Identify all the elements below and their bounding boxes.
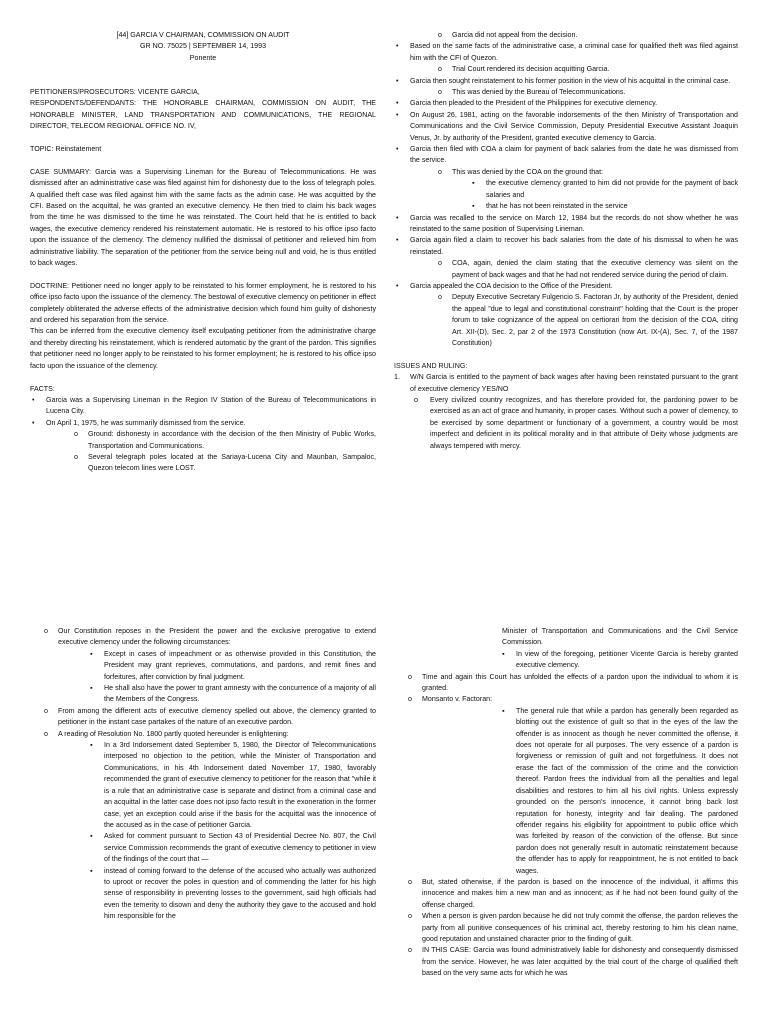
- bullet-circle: o: [74, 430, 78, 439]
- issues-heading: ISSUES AND RULING:: [394, 361, 468, 370]
- cut-off-text: authority they gave to the accused and hold him responsible for the: [104, 900, 376, 921]
- list-item: • Garcia again filed a claim to recover his back salaries from the date of his dismissal to when he was reinstated.: [396, 236, 738, 256]
- topic-line: TOPIC: Reinstatement: [30, 145, 102, 154]
- list-item: • Garcia was recalled to the service on March 12, 1984 but the records do not show whether he was reinstated to the same position of Supervising Lineman.: [396, 213, 738, 233]
- issues-list: [394, 372, 738, 452]
- bullet-disc: •: [32, 395, 35, 404]
- list-item: o Our Constitution reposes in the President the power and the exclusive prerogative to extend executive clemency under the following circumstances:: [44, 627, 376, 647]
- case-title: [44] GARCIA V CHAIRMAN, COMMISSION ON AUDIT: [116, 31, 290, 39]
- facts-list: [30, 395, 376, 475]
- page1-right-column: [394, 30, 738, 452]
- petitioners-line: PETITIONERS/PROSECUTORS: VICENTE GARCIA,: [30, 88, 200, 96]
- list-item: ▪ that he has not been reinstated in the service: [472, 202, 628, 211]
- list-item: o This was denied by the COA on the ground that:: [438, 167, 604, 176]
- list-item: o Ground: dishonesty in accordance with the decision of the then Ministry of Public Works, Transportation and Communications.: [74, 430, 376, 450]
- list-item: o This was denied by the Bureau of Telecommunications.: [438, 88, 626, 97]
- doctrine-paragraph: DOCTRINE: Petitioner need no longer apply to be reinstated to his former employment, he is restored to his office ipso facto upon the issuance of the clemency. The bestowal of executive clemency on petitioner in effect completely obliterated the adverse effects of the administrative decision which found him guilty of dishonesty and ordered his separation from the service.: [30, 281, 376, 325]
- page2-right-column: [394, 626, 738, 980]
- page2-left-column: [30, 626, 376, 923]
- list-item: o COA, again, denied the claim stating that the executive clemency was silent on the payment of back wages and that he had not rendered service during the period of claim.: [438, 259, 738, 279]
- list-item: o From among the different acts of executive clemency spelled out above, the clemency granted to petitioner in the instant case partakes of the nature of an executive pardon.: [44, 706, 376, 727]
- facts-heading: FACTS:: [30, 384, 55, 393]
- continued-text: Minister of Transportation and Communications and the Civil Service Commission.: [502, 627, 738, 647]
- bullet-disc: •: [32, 418, 35, 427]
- page-gap: [0, 600, 768, 618]
- list-item: ▪ the executive clemency granted to him did not provide for the payment of back salaries and: [472, 179, 738, 199]
- list-item: o Every civilized country recognizes, and has therefore provided for, the pardoning power to be exercised as an act of grace and humanity, in proper cases. Without such a power of clemency, to be exercised by some department or functionary of a government, a country would be most imperfect and deficient in its political morality and in that attribute of Deity whose judgments are always tempered with mercy.: [414, 395, 738, 450]
- issue-item: 1. W/N Garcia is entitled to the payment of back wages after having been reinstated pursuant to the grant of executive clemency YES/NO: [394, 373, 738, 393]
- case-ponente: Ponente: [189, 53, 217, 62]
- list-item: • Garcia appealed the COA decision to the Office of the President.: [396, 281, 613, 290]
- list-item: • Garcia then sought reinstatement to his former position in the view of his acquittal in the criminal case.: [396, 76, 731, 85]
- case-citation: GR NO. 75025 | SEPTEMBER 14, 1993: [139, 42, 267, 51]
- list-item: • Based on the same facts of the administrative case, a criminal case for qualified theft was filed against him with the CFI of Quezon.: [396, 42, 738, 62]
- list-item: ▪ Asked for comment pursuant to Section 43 of Presidential Decree No. 807, the Civil service Commission recommends the grant of executive clemency to petitioner in view of the findings of the court that —: [90, 832, 376, 864]
- list-item: ▪ The general rule that while a pardon has generally been regarded as blotting out the existence of guilt so that in the eyes of the law the offender is as innocent as though he never committed the offense, it does not operate for all purposes. The very essence of a pardon is forgiveness or remission of guilt and not forgetfulness. It does not erase the fact of the commission of the crime and the conviction thereof. Pardon frees the individual from all the penalties and legal disabilities and restores to him all his civil rights. Unless expressly grounded on the person's innocence, it cannot bring back lost reputation for honesty, integrity and fair dealing. The pardoned offender regains his eligibility for appointment to public office which was forfeited by reason of the conviction of the offense. But since pardon does not generally result in automatic reinstatement because the offender has to apply for reappointment, he is not entitled to back wages.: [502, 706, 738, 875]
- list-item: o Monsanto v. Factoran:: [408, 695, 493, 704]
- page1-left-column: [30, 30, 376, 475]
- case-summary: CASE SUMMARY: Garcia was a Supervising Lineman for the Bureau of Telecommunications. He was dismissed after an administrative case was filed against him for dishonesty due to the loss of telegraph poles. A qualified theft case was filed against him with the same facts as the admin case. He was acquitted by the CFI. Based on the acquittal, he was granted an executive clemency. He then tried to claim his back wages from the time he was dismissed to the time he was reinstated. The Court held that he is entitled to back wages, the executive clemency rendered his reinstatement automatic. He is restored to his office ipso facto upon the issuance of the clemency. The clemency nullified the dismissal of petitioner and relieved him from administrative liability. The separation of the petitioner from the service being null and void, he is thus entitled to back wages.: [30, 167, 376, 268]
- bullet-circle: o: [74, 452, 78, 461]
- list-item: o But, stated otherwise, if the pardon is based on the innocence of the individual, it affirms this innocence and makes him a new man and as innocent; as if he had not been found guilty of the offense charged.: [408, 877, 738, 909]
- ruling-list: [30, 626, 376, 923]
- ruling-list-continued: [394, 649, 738, 980]
- list-item: o Deputy Executive Secretary Fulgencio S. Factoran Jr, by authority of the President, denied the appeal "due to legal and constitutional constraint" holding that the Court is the proper forum to take cognizance of the appeal on certiorari from the decision of the COA, citing Art. XII-(D), Sec. 2, par 2 of the 1973 Constitution (now Art. IX-(A), Sec. 7, of the 1987 Constitution): [438, 293, 738, 347]
- list-item: o Trial Court rendered its decision acquitting Garcia.: [438, 65, 610, 74]
- list-item: • Garcia then pleaded to the President of the Philippines for executive clemency.: [396, 99, 658, 108]
- list-item: • On August 26, 1981, acting on the favorable indorsements of the then Ministry of Transportation and Communications and the Civil Service Commission, Deputy Presidential Executive Assistant Joaquin Venus, Jr. by authority of the President, granted executive clemency to Garcia.: [396, 110, 738, 142]
- list-item: ▪ instead of coming forward to the defense of the accused who actually was authorized to uproot or recover the poles in question and of commending the latter for his high sense of responsibility in preventing losses to the government, said high officials had even the temerity to disown and deny the authority they gave to the accused and hold him responsible for the: [90, 866, 376, 921]
- cut-off-text: trial court of the charge of qualified theft based on the very same acts for which he was: [422, 957, 738, 978]
- doctrine-paragraph-2: This can be inferred from the executive clemency itself exculpating petitioner from the administrative charge and thereby directing his reinstatement, which is rendered automatic by the grant of the pardon. This signifies that petitioner need no longer apply to be reinstated to his former employment; he is restored to his office ipso facto upon the issuance of the clemency.: [30, 327, 376, 370]
- facts-list-continued: [394, 30, 738, 349]
- list-item: o Garcia did not appeal from the decision.: [438, 31, 578, 39]
- list-item: ▪ He shall also have the power to grant amnesty with the concurrence of a majority of all the Members of the Congress.: [90, 684, 376, 704]
- list-item: ▪ In view of the foregoing, petitioner Vicente Garcia is hereby granted executive clemency.: [502, 649, 738, 670]
- list-item: o Time and again this Court has unfolded the effects of a pardon upon the individual to whom it is granted.: [408, 672, 738, 693]
- list-item: o IN THIS CASE: Garcia was found administratively liable for dishonesty and consequently dismissed from the service. However, he was later acquitted by the trial court of the charge of qualified theft based on the very same acts for which he was: [408, 946, 738, 978]
- document-page-2: [0, 618, 768, 1024]
- list-item: • On April 1, 1975, he was summarily dismissed from the service.: [30, 418, 376, 429]
- list-item: • Garcia was a Supervising Lineman in the Region IV Station of the Bureau of Telecommunications in Lucena City.: [32, 395, 376, 416]
- list-item: o Several telegraph poles located at the Sariaya-Lucena City and Maunban, Sampaloc, Quezon telecom lines were LOST.: [74, 452, 376, 473]
- list-item: o When a person is given pardon because he did not truly commit the offense, the pardon relieves the party from all punitive consequences of his criminal act, thereby restoring to him his clean name, good reputation and unstained character prior to the finding of guilt.: [408, 912, 738, 943]
- respondents-line: RESPONDENTS/DEFENDANTS: THE HONORABLE CHAIRMAN, COMMISSION ON AUDIT, THE HONORABLE MINISTER, LAND TRANSPORTATION AND COMMUNICATIONS, THE REGIONAL DIRECTOR, TELECOM REGIONAL OFFICE NO. IV,: [30, 99, 376, 131]
- list-item: ▪ Except in cases of impeachment or as otherwise provided in this Constitution, the President may grant reprieves, commutations, and pardons, and remit fines and forfeitures, after conviction by final judgment.: [90, 649, 376, 681]
- list-item: • Garcia then filed with COA a claim for payment of back salaries from the date he was dismissed from the service.: [396, 145, 738, 165]
- list-item: ▪ In a 3rd Indorsement dated September 5, 1980, the Director of Telecommunications interposed no objection to the petition, while the Minister of Transportation and Communications, in his 4th Indorsement dated November 17, 1980, favorably recommended the grant of executive clemency to petitioner for the reason that "while it is a rule that an administrative case is separate and distinct from a criminal case and an acquittal in the latter case does not ipso facto result in the exoneration in the former case, yet an exception could arise if the basis for the acquittal was the innocence of the accused as in the case of petitioner Garcia.: [90, 741, 376, 829]
- list-item: o A reading of Resolution No. 1800 partly quoted hereunder is enlightening:: [44, 729, 289, 738]
